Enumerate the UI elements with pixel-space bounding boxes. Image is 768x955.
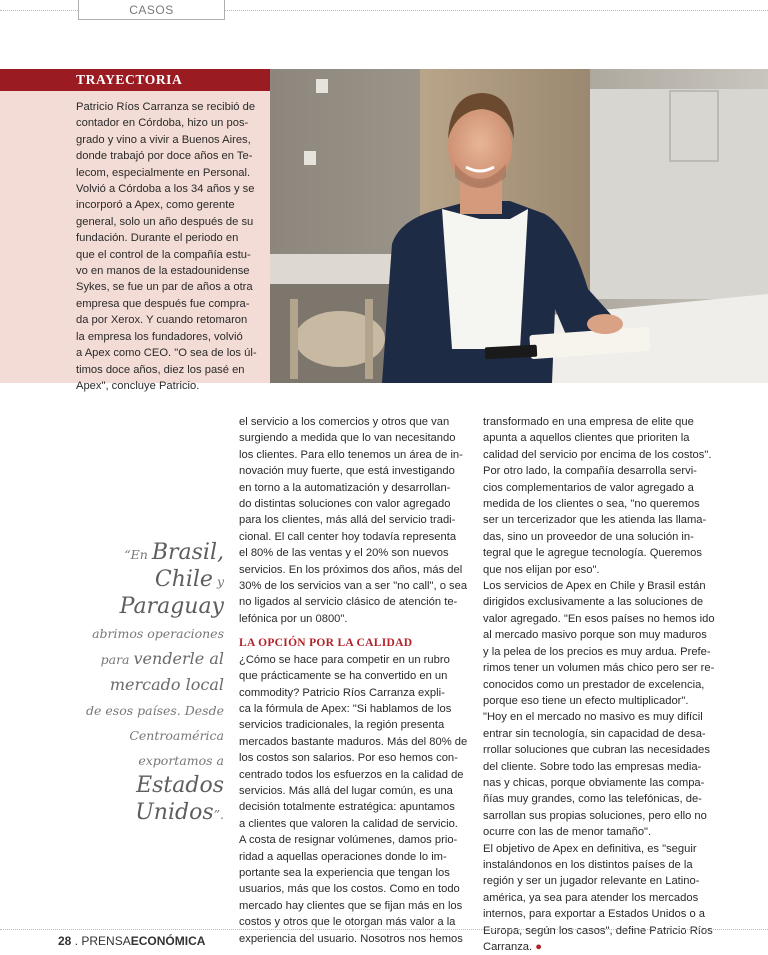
text-line: que el control de la compañía estu- — [76, 248, 251, 261]
text-line: Europa, según los casos", define Patricio Ríos — [483, 924, 713, 937]
quote-line: de esos países. Desde — [86, 703, 224, 718]
text-line: Apex", concluye Patricio. — [76, 379, 200, 392]
text-line: das, sino un proveedor de una solución in- — [483, 530, 694, 543]
text-line: porque eso tiene un efecto multiplicador". — [483, 694, 689, 707]
text-line: El objetivo de Apex en definitiva, es "seguir — [483, 842, 697, 855]
quote-word-paraguay: Paraguay — [119, 594, 224, 619]
text-line: que prácticamente se ha convertido en un — [239, 670, 448, 683]
portrait-photo — [270, 69, 768, 383]
text-line: medida de los clientes o sea, "no queremos — [483, 498, 700, 511]
section-label: CASOS — [78, 0, 225, 20]
text-line: no ligados al servicio clásico de atención te- — [239, 596, 458, 609]
text-line: empresa que después fue compra- — [76, 297, 250, 310]
text-line: costos y otros que le otorgan más valor a la — [239, 916, 456, 929]
section-subhead: LA OPCIÓN POR LA CALIDAD — [239, 637, 413, 650]
quote-word-estados: Estados — [136, 773, 224, 798]
text-line: la empresa los fundadores, volvió — [76, 330, 243, 343]
text-line: Volvió a Córdoba a los 34 años y se — [76, 183, 255, 196]
text-line: apunta a aquellos clientes que prioriten la — [483, 432, 690, 445]
text-line: Sykes, se fue un par de años a otra — [76, 281, 253, 294]
text-line: Los servicios de Apex en Chile y Brasil están — [483, 580, 706, 593]
text-line: dirigidos exclusivamente a las soluciones de — [483, 596, 704, 609]
text-line: servicios. En los próximos dos años, más del — [239, 563, 463, 576]
text-line: servicios tradicionales, la región presenta — [239, 719, 445, 732]
text-line: centrado todos los esfuerzos en la calidad de — [239, 768, 464, 781]
publication-name-a: PRENSA — [81, 934, 131, 948]
text-line: ser un tercerizador que les atienda las llama- — [483, 514, 707, 527]
text-line: cional. El call center hoy todavía representa — [239, 530, 457, 543]
page-footer — [58, 934, 205, 948]
quote-open: “En — [124, 547, 148, 562]
quote-word-unidos: Unidos — [135, 800, 214, 825]
text-line: contador en Córdoba, hizo un pos- — [76, 117, 249, 130]
text-line: los costos son salarios. Por eso hemos con- — [239, 752, 458, 765]
text-line: experiencia del usuario. Nosotros nos hemos — [239, 932, 463, 945]
text-line: ñías muy grandes, como las telefónicas, de- — [483, 793, 702, 806]
text-line: vo en manos de la estadounidense — [76, 265, 250, 278]
end-mark-icon: ● — [535, 941, 542, 953]
text-line: grado y vino a vivir a Buenos Aires, — [76, 133, 251, 146]
text-line: novación muy fuerte, que está investigando — [239, 465, 455, 478]
text-line: mercados bastante maduros. Más del 80% de — [239, 735, 468, 748]
text-line: y la pelea de los precios es muy ardua. Prefe- — [483, 645, 711, 658]
text-line: rrollar soluciones que cubran las necesidades — [483, 744, 710, 757]
quote-vend: venderle al — [133, 649, 224, 668]
text-line: entrar sin tecnología, sin capacidad de desa- — [483, 727, 706, 740]
text-line: transformado en una empresa de elite que — [483, 416, 694, 428]
text-line: portante sea la experiencia que tengan los — [239, 866, 450, 879]
quote-word-brasil: Brasil, — [151, 540, 224, 565]
text-line: "Hoy en el mercado no masivo es muy difícil — [483, 711, 703, 724]
text-line: 30% de los servicios van a ser "no call", o sea — [239, 580, 468, 593]
text-line: el 80% de las ventas y el 20% son nuevos — [239, 547, 449, 560]
text-line: ridad a aquellas operaciones donde lo im- — [239, 850, 447, 863]
article-column-middle — [239, 414, 469, 947]
text-line: incorporó a Apex, como gerente — [76, 199, 235, 212]
text-line: donde trabajó por doce años en Te- — [76, 150, 253, 163]
text-line: servicios. Más allá del lugar común, es una — [239, 784, 453, 797]
text-line: lefónica por un 0800". — [239, 612, 348, 625]
text-line: cios complementarios de valor agregado a — [483, 481, 694, 494]
sidebar-text — [76, 99, 260, 394]
text-line: do distintas soluciones con valor agregado — [239, 498, 451, 511]
text-line: usuarios, más que los costos. Como en todo — [239, 883, 460, 896]
text-line: fundación. Durante el periodo en — [76, 232, 239, 245]
text-line: nas y chicas, porque obviamente las compa- — [483, 776, 705, 789]
sidebar-title: TRAYECTORIA — [76, 72, 183, 87]
article-column-right — [483, 414, 713, 955]
text-line: calidad del servicio por encima de los costos". — [483, 448, 712, 461]
quote-line: Centroamérica — [129, 728, 224, 743]
text-line: ocurre con las de menor tamaño". — [483, 826, 652, 839]
text-line: instalándonos en los distintos países de la — [483, 858, 693, 871]
text-line: ¿Cómo se hace para competir en un rubro — [239, 653, 450, 666]
text-line: a Apex como CEO. "O sea de los úl- — [76, 347, 257, 360]
text-line: Patricio Ríos Carranza se recibió de — [76, 101, 256, 113]
text-line: para los clientes, más allá del servicio tradi- — [239, 514, 456, 527]
text-line: Por otro lado, la compañía desarrolla servi- — [483, 465, 697, 478]
text-line: tegral que le agregue tecnología. Queremos — [483, 547, 702, 560]
page-number: 28 — [58, 934, 72, 948]
text-line: surgiendo a medida que lo van necesitando — [239, 432, 456, 445]
text-line: internos, para exportar a Estados Unidos o a — [483, 908, 706, 921]
quote-para: para — [100, 652, 130, 667]
text-line: lecom, especialmente en Personal. — [76, 166, 251, 179]
text-line: general, solo un año después de su — [76, 215, 254, 228]
text-line: del cliente. Sobre todo las empresas media- — [483, 760, 702, 773]
text-line: al mercado masivo porque son muy maduros — [483, 629, 707, 642]
text-line: Carranza. — [483, 941, 533, 953]
sidebar-header — [0, 69, 270, 91]
text-line: los clientes. Para ello tenemos un área de in- — [239, 448, 463, 461]
text-line: ca la fórmula de Apex: "Si hablamos de los — [239, 702, 452, 715]
text-line: mercado hay clientes que se fijan más en los — [239, 899, 463, 912]
text-line: que nos elijan por eso". — [483, 563, 600, 576]
text-line: valor agregado. "En esos países no hemos ido — [483, 612, 715, 625]
career-sidebar — [0, 69, 270, 392]
quote-line: abrimos operaciones — [92, 626, 224, 641]
text-line: commodity? Patricio Ríos Carranza expli- — [239, 686, 445, 699]
text-line: región y ser un jugador relevante en Latino- — [483, 875, 700, 888]
text-line: a clientes que valoren la calidad de servicio. — [239, 817, 458, 830]
text-line: rimos tener un volumen más chico pero ser re- — [483, 662, 715, 675]
bottom-divider — [0, 929, 768, 930]
text-line: conocidos como un prestador de excelencia, — [483, 678, 705, 691]
text-line: da por Xerox. Y cuando retomaron — [76, 314, 248, 327]
text-line: el servicio a los comercios y otros que van — [239, 416, 450, 428]
quote-merc: mercado local — [109, 675, 224, 694]
text-line: sarrollan sus propias soluciones, pero ello no — [483, 809, 707, 822]
text-line: timos doce años, diez los pasé en — [76, 363, 245, 376]
footer-sep: . — [71, 934, 82, 948]
quote-line: exportamos a — [138, 753, 224, 768]
quote-word-chile: Chile — [154, 567, 213, 592]
text-line: en torno a la automatización y desarrollan- — [239, 481, 451, 494]
text-line: américa, ya sea para atender los mercados — [483, 891, 699, 904]
text-line: decisión totalmente estratégica: apuntamos — [239, 801, 455, 814]
text-line: A costa de resignar volúmenes, damos prio- — [239, 834, 458, 847]
pull-quote — [60, 540, 224, 827]
quote-close: ”. — [213, 807, 224, 822]
publication-name-b: ECONÓMICA — [130, 934, 206, 948]
quote-conj: y — [216, 574, 224, 589]
